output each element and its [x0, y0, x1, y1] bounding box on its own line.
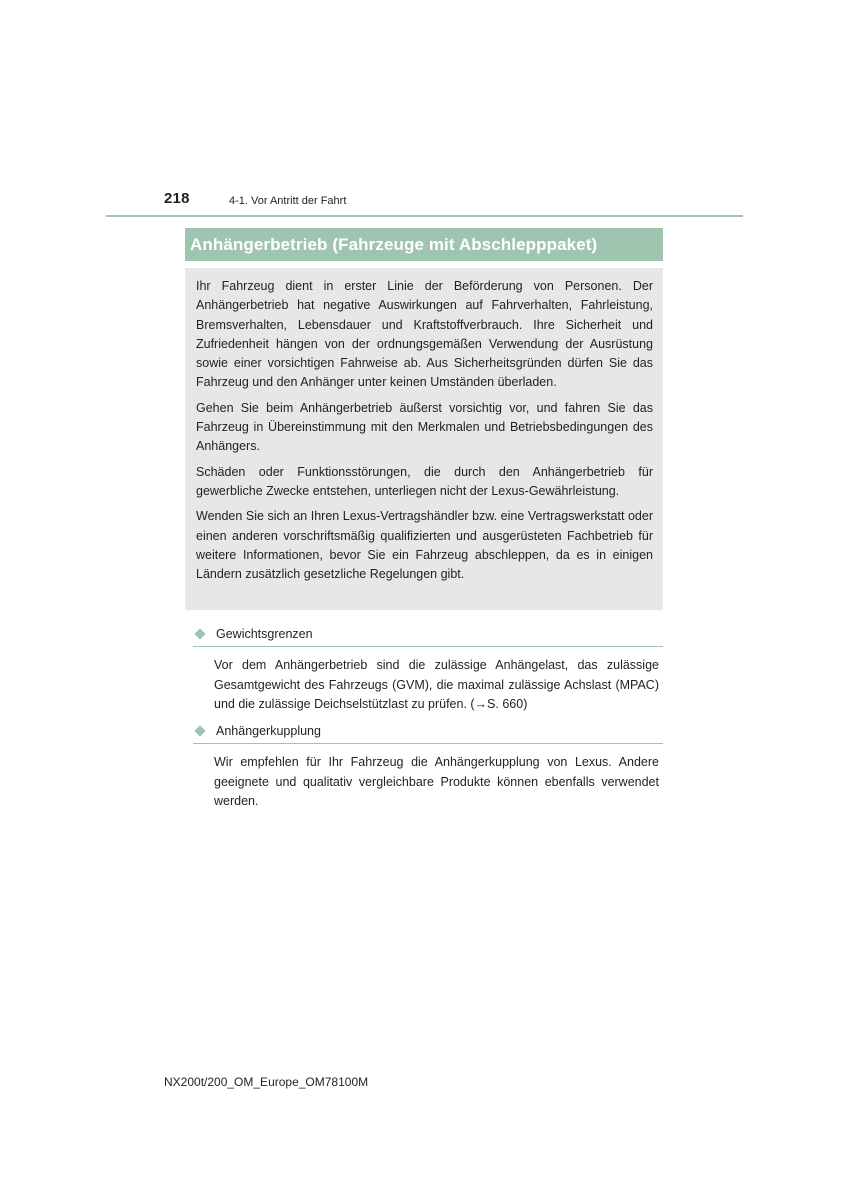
section-title: Anhängerkupplung [216, 724, 321, 738]
page-title: Anhängerbetrieb (Fahrzeuge mit Abschlepppaket) [190, 234, 598, 254]
section-body: Vor dem Anhängerbetrieb sind die zulässige Anhängelast, das zulässige Gesamtgewicht des Fahrzeugs (GVM), die maximal zulässige Achslast (MPAC) und die zulässige Deichselstützlast zu prüfen. (→S. 660) [214, 658, 659, 711]
info-paragraph: Ihr Fahrzeug dient in erster Linie der Beförderung von Personen. Der Anhängerbetrieb hat negative Auswirkungen auf Fahrverhalten, Fahrleistung, Bremsverhalten, Lebensdauer und Kraftstoffverbrauch. Ihre Sicherheit und Zufriedenheit hängen von der ordnungsgemäßen Verwendung der Ausrüstung sowie einer vorsichtigen Fahrweise ab. Aus Sicherheitsgründen dürfen Sie das Fahrzeug und den Anhänger unter keinen Umständen überladen. [196, 279, 653, 390]
info-paragraph: Schäden oder Funktionsstörungen, die durch den Anhängerbetrieb für gewerbliche Zwecke entstehen, unterliegen nicht der Lexus-Gewährleistung. [196, 464, 653, 498]
section-body: Wir empfehlen für Ihr Fahrzeug die Anhängerkupplung von Lexus. Andere geeignete und qualitativ vergleichbare Produkte können ebenfalls verwendet werden. [214, 755, 659, 808]
section-heading [193, 622, 663, 647]
info-paragraph: Wenden Sie sich an Ihren Lexus-Vertragshändler bzw. eine Vertragswerkstatt oder einen anderen vorschriftsmäßig qualifizierten und ausgerüsteten Fachbetrieb für weitere Informationen, bevor Sie ein Fahrzeug abschleppen, da es in einigen Ländern zusätzlich gesetzliche Regelungen gibt. [196, 509, 653, 582]
section-trailer-hitch [193, 719, 663, 812]
page-title-bar [185, 228, 663, 261]
section-weight-limits [193, 622, 663, 715]
info-box [185, 268, 663, 610]
section-title: Gewichtsgrenzen [216, 627, 313, 641]
footer-doc-id: NX200t/200_OM_Europe_OM78100M [164, 1075, 369, 1089]
section-path: 4-1. Vor Antritt der Fahrt [229, 195, 347, 207]
diamond-bullet-icon [194, 725, 205, 736]
diamond-bullet-icon [194, 628, 205, 639]
info-paragraph: Gehen Sie beim Anhängerbetrieb äußerst vorsichtig vor, und fahren Sie das Fahrzeug in Übereinstimmung mit den Merkmalen und Betriebsbedingungen des Anhängers. [196, 400, 653, 454]
page-number: 218 [164, 190, 190, 207]
section-heading [193, 719, 663, 744]
header-rule [106, 215, 743, 217]
